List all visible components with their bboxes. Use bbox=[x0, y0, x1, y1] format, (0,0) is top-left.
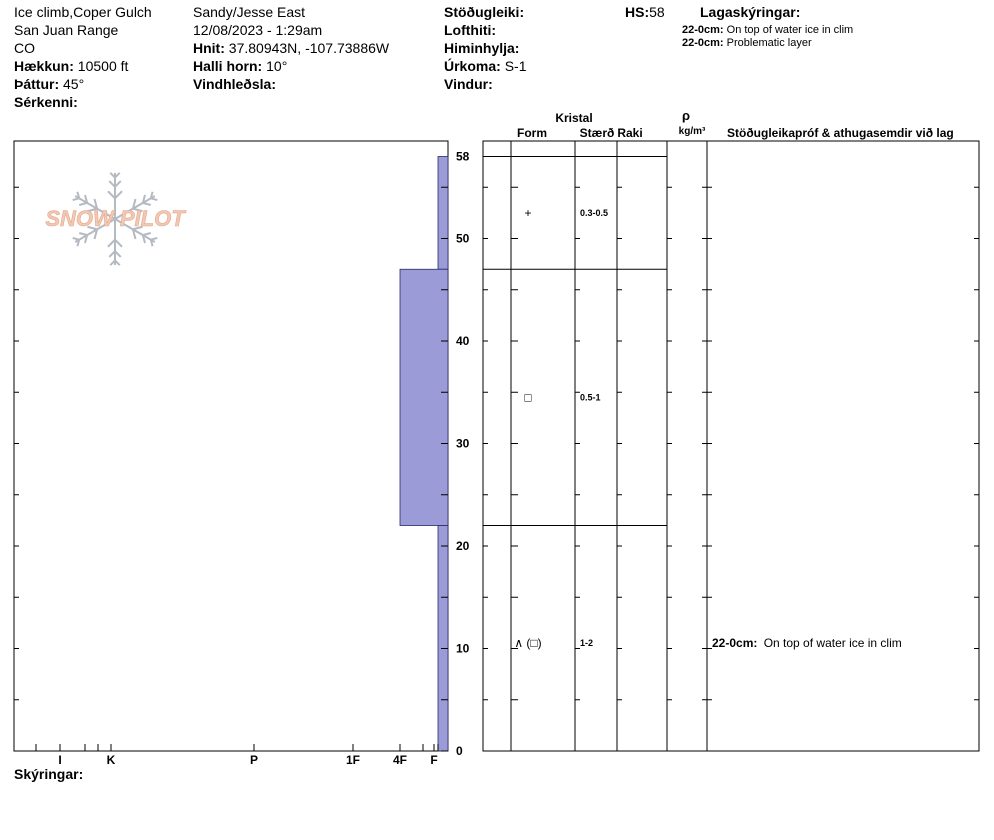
hardness-label: F bbox=[430, 753, 438, 767]
layer-note-depth: 22-0cm: bbox=[682, 37, 724, 49]
logo-text: SNOW PILOT bbox=[45, 206, 185, 231]
precip-label: Úrkoma: bbox=[444, 58, 501, 74]
hardness-label: 1F bbox=[345, 753, 361, 767]
layer-size: 0.5-1 bbox=[580, 392, 601, 403]
stability-label: Stöðugleiki: bbox=[444, 4, 525, 20]
features-label: Sérkenni: bbox=[14, 94, 78, 110]
slope-label: Halli horn: bbox=[193, 58, 263, 74]
layer-note-depth: 22-0cm: bbox=[682, 24, 724, 36]
air-temp-label: Lofthiti: bbox=[444, 22, 497, 38]
hardness-bar bbox=[400, 269, 448, 525]
hardness-axis bbox=[14, 744, 438, 767]
layer-note-text: Problematic layer bbox=[726, 37, 812, 49]
coordinates-label: Hnit: bbox=[193, 40, 225, 56]
depth-label: 20 bbox=[456, 539, 470, 553]
hardness-label: P bbox=[249, 753, 259, 767]
coordinates-value: 37.80943N, -107.73886W bbox=[228, 40, 390, 56]
elevation-value: 10500 ft bbox=[77, 58, 129, 74]
hardness-plot-frame bbox=[14, 141, 448, 751]
state-name: CO bbox=[14, 40, 35, 56]
column-header-density-unit: kg/m³ bbox=[678, 126, 706, 137]
hardness-label: I bbox=[58, 753, 62, 767]
layer-comment: 22-0cm: On top of water ice in clim bbox=[712, 636, 902, 650]
hs-label: HS: bbox=[625, 4, 650, 20]
column-header-size: Stærð bbox=[579, 126, 615, 140]
wind-label: Vindur: bbox=[444, 76, 493, 92]
observers: Sandy/Jesse East bbox=[193, 4, 306, 20]
sky-cover-label: Himinhylja: bbox=[444, 40, 520, 56]
column-header-tests: Stöðugleikapróf & athugasemdir við lag bbox=[727, 126, 954, 140]
observation-datetime: 12/08/2023 - 1:29am bbox=[193, 22, 323, 38]
column-header-density-symbol: ρ bbox=[681, 108, 691, 123]
column-header-moisture: Raki bbox=[617, 126, 643, 140]
aspect-label: Þáttur: bbox=[14, 76, 60, 92]
layer-form: □ bbox=[524, 390, 532, 405]
layer-form: ∧ (□) bbox=[514, 636, 542, 650]
table-depth-ticks bbox=[483, 187, 979, 751]
aspect-value: 45° bbox=[63, 76, 85, 92]
location-name: Ice climb,Coper Gulch bbox=[14, 4, 152, 20]
depth-label: 10 bbox=[456, 641, 470, 656]
range-name: San Juan Range bbox=[14, 22, 119, 38]
layer-size: 0.3-0.5 bbox=[580, 207, 609, 218]
wind-loading-label: Vindhleðsla: bbox=[193, 76, 276, 92]
snowpilot-logo bbox=[45, 173, 186, 265]
layer-size: 1-2 bbox=[580, 638, 594, 648]
column-header-crystal: Kristal bbox=[555, 111, 593, 125]
depth-label: 50 bbox=[456, 231, 470, 246]
hardness-bar bbox=[438, 526, 448, 752]
layer-form: + bbox=[524, 205, 532, 220]
notes-label: Skýringar: bbox=[14, 766, 84, 782]
depth-label: 40 bbox=[456, 334, 470, 348]
hardness-bars bbox=[400, 157, 448, 752]
layer-note-text: On top of water ice in clim bbox=[726, 24, 854, 36]
slope-value: 10° bbox=[266, 58, 288, 74]
hardness-label: 4F bbox=[392, 753, 408, 767]
hardness-label: K bbox=[106, 753, 116, 767]
hs-value: 58 bbox=[649, 4, 665, 20]
depth-label: 0 bbox=[456, 744, 463, 758]
elevation-label: Hækkun: bbox=[14, 58, 74, 74]
column-header-form: Form bbox=[517, 126, 547, 140]
layer-rows bbox=[483, 157, 902, 651]
depth-label: 58 bbox=[456, 149, 470, 164]
depth-label: 30 bbox=[456, 436, 470, 451]
layer-table-frame bbox=[483, 141, 979, 751]
precip-value: S-1 bbox=[504, 58, 527, 74]
layer-notes-title: Lagaskýringar: bbox=[700, 4, 801, 20]
hardness-bar bbox=[438, 157, 448, 270]
